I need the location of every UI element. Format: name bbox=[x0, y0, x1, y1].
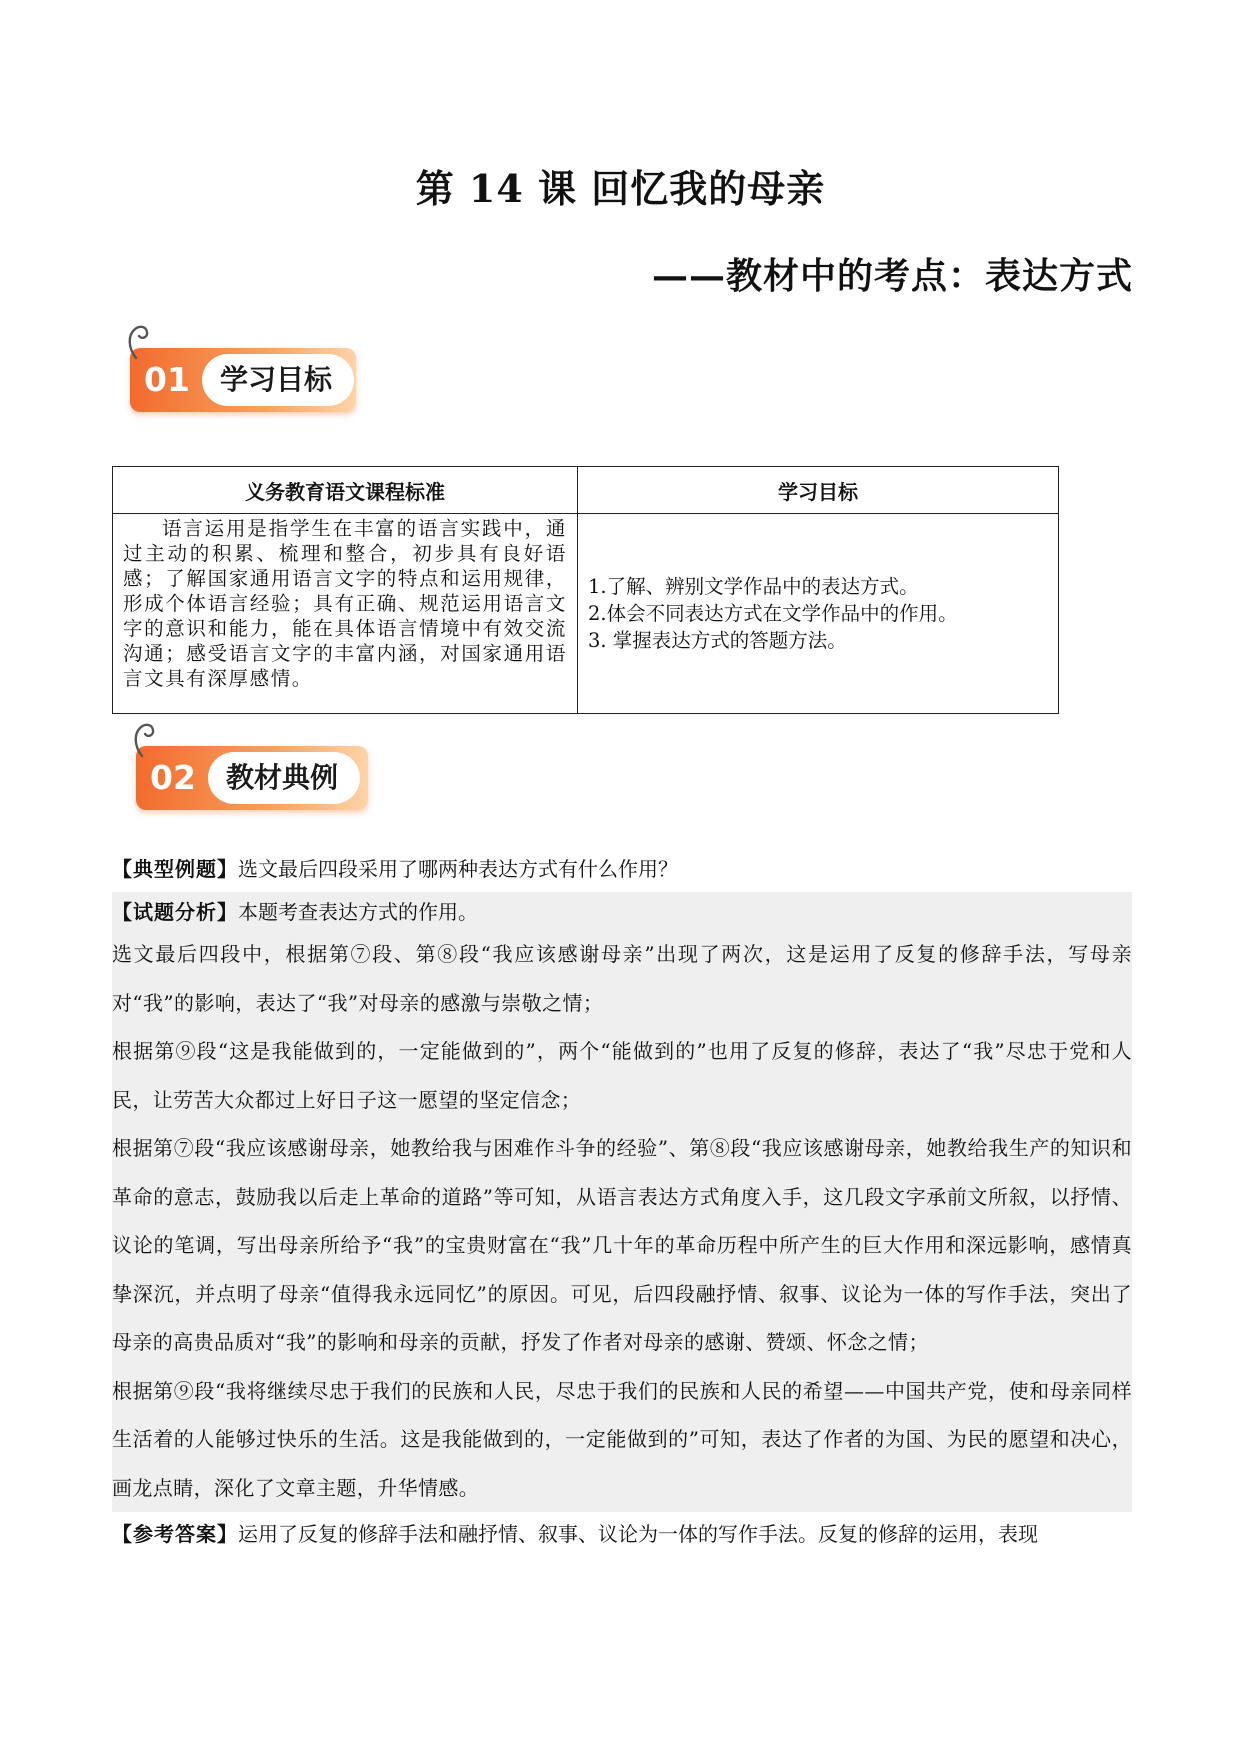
section-label: 教材典例 bbox=[208, 752, 360, 804]
goal-item: 2.体会不同表达方式在文学作品中的作用。 bbox=[588, 602, 958, 625]
section-number: 01 bbox=[144, 360, 190, 399]
analysis-paragraph: 选文最后四段中，根据第⑦段、第⑧段“我应该感谢母亲”出现了两次，这是运用了反复的修辞手法，写母亲对“我”的影响，表达了“我”对母亲的感激与崇敬之情； bbox=[112, 942, 1132, 1015]
question-tag: 【典型例题】 bbox=[112, 857, 238, 881]
typical-question bbox=[112, 852, 1132, 886]
analysis-block bbox=[112, 892, 1132, 1512]
table-header-row bbox=[113, 467, 1059, 514]
analysis-paragraph: 根据第⑨段“这是我能做到的，一定能做到的”，两个“能做到的”也用了反复的修辞，表达了“我”尽忠于党和人民，让劳苦大众都过上好日子这一愿望的坚定信念； bbox=[112, 1039, 1132, 1112]
answer-tag: 【参考答案】 bbox=[112, 1522, 238, 1546]
example-content bbox=[112, 852, 1132, 1552]
answer-text: 运用了反复的修辞手法和融抒情、叙事、议论为一体的写作手法。反复的修辞的运用，表现 bbox=[238, 1522, 1038, 1546]
analysis-paragraph: 根据第⑨段“我将继续尽忠于我们的民族和人民，尽忠于我们的民族和人民的希望——中国共产党，使和母亲同样生活着的人能够过快乐的生活。这是我能做到的，一定能做到的”可知，表达了作者的为国、为民的愿望和决心，画龙点睛，深化了文章主题，升华情感。 bbox=[112, 1378, 1132, 1500]
goal-item: 3. 掌握表达方式的答题方法。 bbox=[588, 629, 847, 652]
standards-table bbox=[112, 466, 1059, 714]
learning-goals-cell bbox=[578, 514, 1059, 714]
page-title: 第 14 课 回忆我的母亲 bbox=[415, 166, 826, 211]
curriculum-standard-text: 语言运用是指学生在丰富的语言实践中，通过主动的积累、梳理和整合，初步具有良好语感；了解国家通用语言文字的特点和运用规律，形成个体语言经验；具有正确、规范运用语言文字的意识和能力，能在具体语言情境中有效交流沟通；感受语言文字的丰富内涵，对国家通用语言文具有深厚感情。 bbox=[113, 514, 578, 714]
reference-answer bbox=[112, 1516, 1132, 1552]
section-badge-learning-goals bbox=[130, 348, 356, 412]
section-number: 02 bbox=[150, 758, 196, 797]
analysis-heading bbox=[112, 892, 1132, 930]
goal-item: 1.了解、辨别文学作品中的表达方式。 bbox=[588, 575, 919, 598]
section-badge-textbook-examples bbox=[136, 746, 368, 810]
analysis-tag: 【试题分析】 bbox=[112, 900, 238, 924]
question-text: 选文最后四段采用了哪两种表达方式有什么作用？ bbox=[238, 857, 678, 881]
table-header-standard: 义务教育语文课程标准 bbox=[113, 467, 578, 514]
analysis-intro: 本题考查表达方式的作用。 bbox=[238, 900, 478, 924]
table-row bbox=[113, 514, 1059, 714]
section-label: 学习目标 bbox=[202, 354, 354, 406]
analysis-paragraph: 根据第⑦段“我应该感谢母亲，她教给我与困难作斗争的经验”、第⑧段“我应该感谢母亲，她教给我生产的知识和革命的意志，鼓励我以后走上革命的道路”等可知，从语言表达方式角度入手，这几段文字承前文所叙，以抒情、议论的笔调，写出母亲所给予“我”的宝贵财富在“我”几十年的革命历程中所产生的巨大作用和深远影响，感情真挚深沉，并点明了母亲“值得我永远同忆”的原因。可见，后四段融抒情、叙事、议论为一体的写作手法，突出了母亲的高贵品质对“我”的影响和母亲的贡献，抒发了作者对母亲的感谢、赞颂、怀念之情； bbox=[112, 1136, 1132, 1354]
page-subtitle: ——教材中的考点：表达方式 bbox=[651, 255, 1133, 297]
table-header-goals: 学习目标 bbox=[578, 467, 1059, 514]
